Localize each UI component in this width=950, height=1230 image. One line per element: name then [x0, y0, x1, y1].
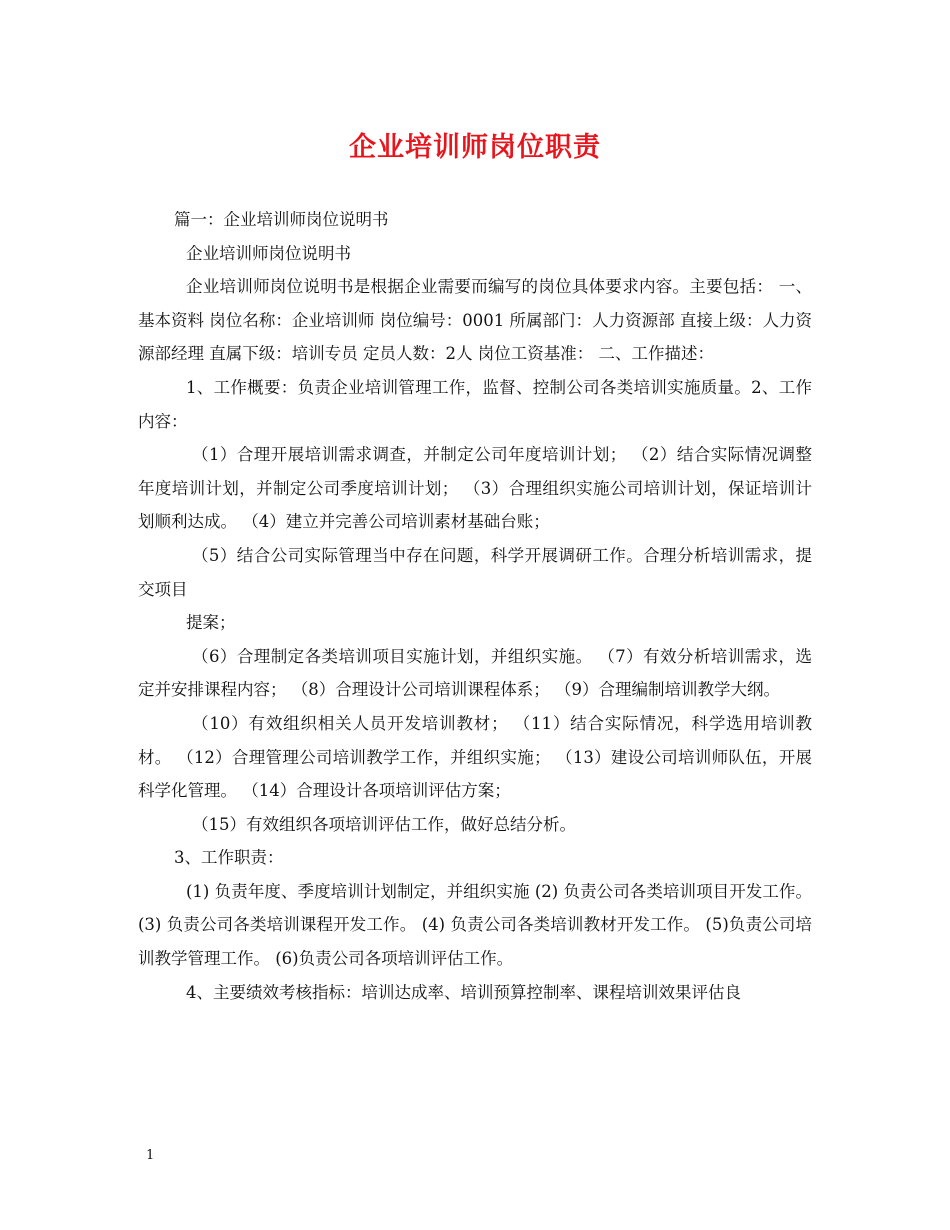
- page-number: 1: [146, 1148, 155, 1163]
- paragraph-work-content-3: （6）合理制定各类培训项目实施计划，并组织实施。 （7）有效分析培训需求，选定并安排课程内容； （8）合理设计公司培训课程体系； （9）合理编制培训教学大纲。: [138, 646, 812, 700]
- paragraph-duties-list: (1) 负责年度、季度培训计划制定，并组织实施 (2) 负责公司各类培训项目开发工作。 (3) 负责公司各类培训课程开发工作。 (4) 负责公司各类培训教材开发工作。 (5)负责公司培训教学管理工作。 (6)负责公司各项培训评估工作。: [138, 881, 812, 969]
- paragraph-work-content-5: （15）有效组织各项培训评估工作，做好总结分析。: [192, 814, 576, 834]
- paragraph-subheading: 企业培训师岗位说明书: [186, 243, 351, 263]
- paragraph-heading: 篇一：企业培训师岗位说明书: [174, 210, 389, 229]
- paragraph-work-summary: 1、工作概要：负责企业培训管理工作，监督、控制公司各类培训实施质量。2、工作内容：: [138, 377, 812, 431]
- paragraph-work-content-1: （1）合理开展培训需求调查，并制定公司年度培训计划； （2）结合实际情况调整年度培训计划，并制定公司季度培训计划； （3）合理组织实施公司培训计划，保证培训计划顺利达成。 （4）建立并完善公司培训素材基础台账；: [138, 445, 812, 532]
- paragraph-duties-heading: 3、工作职责：: [174, 848, 284, 868]
- paragraph-kpi: 4、主要绩效考核指标：培训达成率、培训预算控制率、课程培训效果评估良: [186, 982, 741, 1002]
- paragraph-proposal: 提案；: [186, 613, 236, 633]
- paragraph-work-content-2: （5）结合公司实际管理当中存在问题，科学开展调研工作。合理分析培训需求，提交项目: [138, 545, 812, 599]
- document-title: 企业培训师岗位职责: [349, 132, 601, 163]
- paragraph-work-content-4: （10）有效组织相关人员开发培训教材； （11）结合实际情况，科学选用培训教材。 （12）合理管理公司培训教学工作，并组织实施； （13）建设公司培训师队伍，开展科学化管理。 （14）合理设计各项培训评估方案；: [138, 713, 812, 801]
- paragraph-basic-info: 企业培训师岗位说明书是根据企业需要而编写的岗位具体要求内容。主要包括： 一、基本资料 岗位名称：企业培训师 岗位编号：0001 所属部门：人力资源部 直接上级：人力资源部经理 直属下级：培训专员 定员人数：2人 岗位工资基准： 二、工作描述：: [138, 277, 812, 364]
- document-body: [138, 203, 812, 1009]
